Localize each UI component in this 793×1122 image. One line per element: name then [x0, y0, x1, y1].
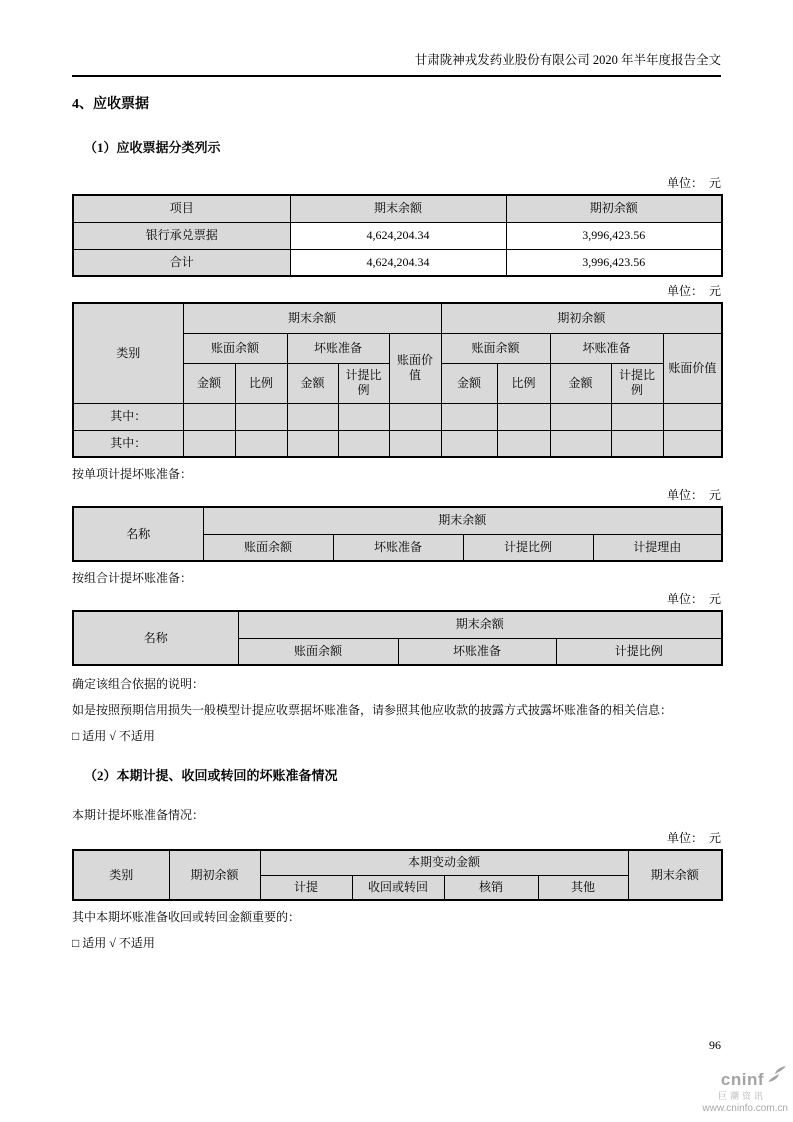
table-row — [73, 430, 722, 457]
t2-header-category: 类别 — [73, 303, 183, 403]
t4-header-provision-ratio: 计提比例 — [556, 638, 722, 665]
cninfo-logo-word: cninf — [720, 1070, 764, 1089]
empty-cell — [235, 403, 287, 430]
t5-header-write-off: 核销 — [444, 875, 538, 900]
t5-header-beginning-balance: 期初余额 — [169, 850, 260, 900]
empty-cell — [497, 430, 550, 457]
cninfo-logo — [702, 1064, 788, 1114]
t1-ending-value: 4,624,204.34 — [290, 249, 506, 276]
unit-label: 单位： 元 — [666, 284, 721, 298]
t2-header-amount: 金额 — [183, 363, 235, 403]
t4-header-book-balance: 账面余额 — [238, 638, 398, 665]
t5-header-recover-reverse: 收回或转回 — [352, 875, 444, 900]
empty-cell — [287, 403, 338, 430]
t3-header-provision-ratio: 计提比例 — [463, 534, 593, 561]
empty-cell — [235, 430, 287, 457]
table-row — [73, 249, 722, 276]
bad-debt-category-table — [72, 302, 723, 458]
t2-header-bad-debt-provision: 坏账准备 — [287, 333, 389, 363]
t2-header-book-balance: 账面余额 — [441, 333, 550, 363]
report-header-title: 甘肃陇神戎发药业股份有限公司 2020 年半年度报告全文 — [72, 0, 721, 77]
unit-label: 单位： 元 — [666, 592, 721, 606]
table-row — [73, 403, 722, 430]
section-heading-notes-receivable: 4、应收票据 — [72, 97, 149, 112]
t2-header-amount: 金额 — [550, 363, 611, 403]
empty-cell — [338, 430, 389, 457]
t1-beginning-value: 3,996,423.56 — [506, 249, 722, 276]
t2-header-bad-debt-provision: 坏账准备 — [550, 333, 663, 363]
t1-row-label: 合计 — [73, 249, 290, 276]
t1-row-label: 银行承兑票据 — [73, 222, 290, 249]
t5-header-category: 类别 — [73, 850, 169, 900]
table-row — [73, 222, 722, 249]
empty-cell — [663, 403, 722, 430]
cninfo-logo-chinese: 巨潮资讯 — [717, 1091, 766, 1101]
notes-receivable-classification-table — [72, 194, 723, 277]
empty-cell — [441, 403, 497, 430]
applicable-checkline: □ 适用 √ 不适用 — [72, 936, 155, 950]
empty-cell — [550, 403, 611, 430]
t5-header-other: 其他 — [538, 875, 628, 900]
empty-cell — [338, 403, 389, 430]
empty-cell — [550, 430, 611, 457]
t3-header-ending-balance: 期末余额 — [203, 507, 722, 534]
t2-header-provision-ratio: 计提比例 — [611, 363, 663, 403]
empty-cell — [389, 430, 441, 457]
t1-header-item: 项目 — [73, 195, 290, 222]
empty-cell — [183, 403, 235, 430]
empty-cell — [611, 430, 663, 457]
cninfo-logo-url: www.cninfo.com.cn — [702, 1103, 788, 1114]
empty-cell — [497, 403, 550, 430]
provision-status-label: 本期计提坏账准备情况： — [72, 808, 205, 822]
empty-cell — [287, 430, 338, 457]
empty-cell — [389, 403, 441, 430]
empty-cell — [663, 430, 722, 457]
t5-header-current-change: 本期变动金额 — [260, 850, 628, 875]
t4-header-bad-debt-provision: 坏账准备 — [398, 638, 556, 665]
group-provision-table — [72, 610, 723, 666]
unit-label: 单位： 元 — [666, 176, 721, 190]
subsection-heading-classification: （1）应收票据分类列示 — [84, 140, 221, 155]
t5-header-provision: 计提 — [260, 875, 352, 900]
t3-header-bad-debt-provision: 坏账准备 — [333, 534, 463, 561]
t2-header-book-value: 账面价值 — [389, 333, 441, 403]
t1-header-ending-balance: 期末余额 — [290, 195, 506, 222]
t2-row-label: 其中： — [73, 430, 183, 457]
t4-header-ending-balance: 期末余额 — [238, 611, 722, 638]
t2-header-amount: 金额 — [287, 363, 338, 403]
t2-header-book-value: 账面价值 — [663, 333, 722, 403]
t2-header-ratio: 比例 — [235, 363, 287, 403]
cninfo-swirl-icon — [766, 1064, 788, 1088]
unit-label: 单位： 元 — [666, 831, 721, 845]
applicable-checkline: □ 适用 √ 不适用 — [72, 729, 155, 743]
t1-ending-value: 4,624,204.34 — [290, 222, 506, 249]
t1-beginning-value: 3,996,423.56 — [506, 222, 722, 249]
empty-cell — [441, 430, 497, 457]
t2-header-ending-balance: 期末余额 — [183, 303, 441, 333]
by-group-provision-label: 按组合计提坏账准备： — [72, 571, 193, 585]
subsection-heading-provision-changes: （2）本期计提、收回或转回的坏账准备情况 — [84, 768, 338, 783]
t4-header-name: 名称 — [73, 611, 238, 665]
t5-header-ending-balance: 期末余额 — [628, 850, 722, 900]
t2-row-label: 其中： — [73, 403, 183, 430]
page-number: 96 — [709, 1038, 721, 1052]
t2-header-provision-ratio: 计提比例 — [338, 363, 389, 403]
ecl-model-note: 如是按照预期信用损失一般模型计提应收票据坏账准备，请参照其他应收款的披露方式披露坏账准备的相关信息： — [72, 703, 673, 717]
t2-header-ratio: 比例 — [497, 363, 550, 403]
t2-header-beginning-balance: 期初余额 — [441, 303, 722, 333]
provision-change-table — [72, 849, 723, 901]
empty-cell — [183, 430, 235, 457]
t3-header-book-balance: 账面余额 — [203, 534, 333, 561]
unit-label: 单位： 元 — [666, 488, 721, 502]
t1-header-beginning-balance: 期初余额 — [506, 195, 722, 222]
by-item-provision-label: 按单项计提坏账准备： — [72, 467, 193, 481]
individual-provision-table — [72, 506, 723, 562]
t2-header-amount: 金额 — [441, 363, 497, 403]
t3-header-name: 名称 — [73, 507, 203, 561]
recover-important-note: 其中本期坏账准备收回或转回金额重要的： — [72, 910, 301, 924]
empty-cell — [611, 403, 663, 430]
t2-header-book-balance: 账面余额 — [183, 333, 287, 363]
group-basis-note: 确定该组合依据的说明： — [72, 677, 205, 691]
t3-header-provision-reason: 计提理由 — [593, 534, 722, 561]
